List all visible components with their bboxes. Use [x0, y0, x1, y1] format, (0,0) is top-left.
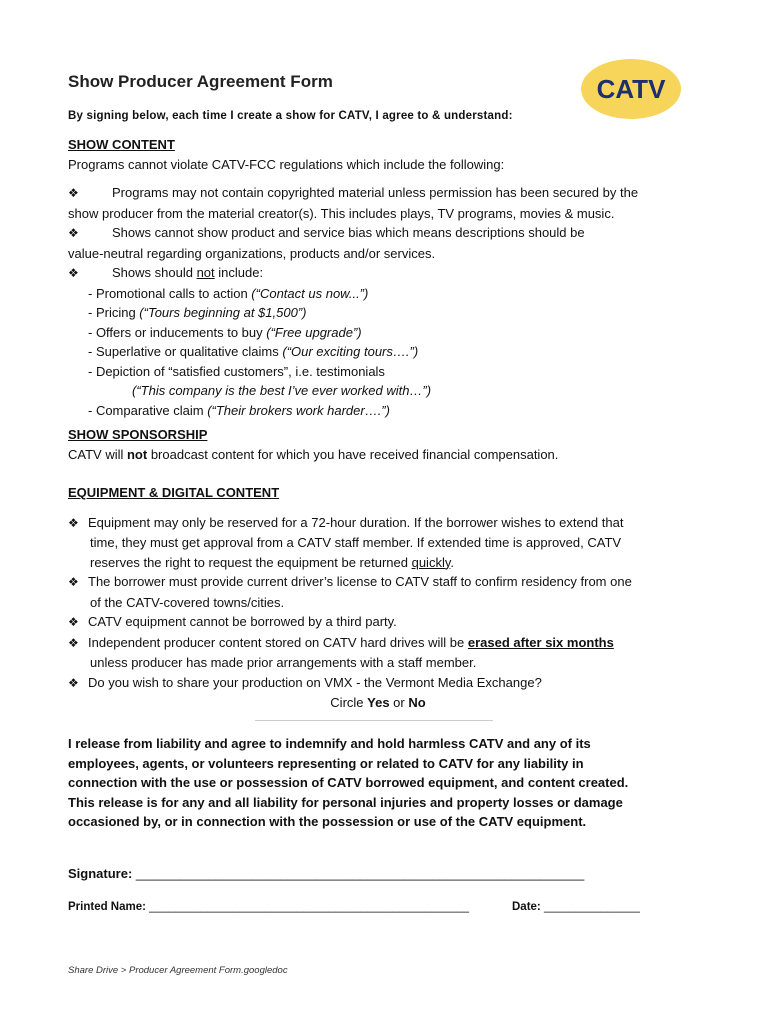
no-option: No	[408, 695, 426, 710]
date-line: _______________	[543, 901, 640, 913]
liability-release: I release from liability and agree to indemnify and hold harmless CATV and any of its employees, agents, or volunteers representing or related to CATV for any liability in connection with the use or possession of CATV borrowed equipment, and content created. This release is for any and all liability for personal injuries and property losses or damage occasioned by, or in connection with the possession or use of the CATV equipment.	[68, 736, 629, 829]
bullet-bias-cont: value-neutral regarding organizations, products and/or services.	[68, 245, 436, 261]
exclusion-item: - Offers or inducements to buy (“Free upgrade”)	[88, 324, 362, 340]
equipment-bullet-license: ❖ The borrower must provide current driver’s license to CATV staff to confirm residency from one	[68, 572, 688, 593]
sponsorship-text: CATV will not broadcast content for which you have received financial compensation.	[68, 446, 559, 462]
signature-line: ______________________________________________________________	[135, 866, 585, 881]
show-content-section	[68, 135, 688, 420]
show-content-lead: Programs cannot violate CATV-FCC regulations which include the following:	[68, 156, 505, 172]
printed-name-label: Printed Name:	[68, 901, 146, 913]
signature-label: Signature:	[68, 866, 133, 881]
equipment-bullet-duration: ❖ Equipment may only be reserved for a 72-hour duration. If the borrower wishes to extend that	[68, 513, 688, 534]
diamond-bullet-icon: ❖	[68, 635, 79, 650]
sponsorship-section	[68, 425, 688, 464]
diamond-bullet-icon: ❖	[68, 575, 79, 589]
diamond-bullet-icon: ❖	[68, 226, 79, 240]
diamond-bullet-icon: ❖	[68, 515, 79, 530]
exclusion-item: - Promotional calls to action (“Contact us now...”)	[88, 285, 369, 301]
logo-text: CATV	[596, 74, 666, 104]
testimonial-example: (“This company is the best I’ve ever worked with…”)	[132, 383, 432, 398]
diamond-bullet-icon: ❖	[68, 266, 79, 280]
show-content-heading: SHOW CONTENT	[68, 137, 175, 152]
equipment-heading: EQUIPMENT & DIGITAL CONTENT	[68, 485, 280, 500]
bullet-copyright-cont: show producer from the material creator(s). This includes plays, TV programs, movies & music.	[68, 205, 615, 221]
equipment-section: EQUIPMENT & DIGITAL CONTENT ❖ Equipment may only be reserved for a 72-hour duration. If the borrower wishes to extend that time, they must get approval from a CATV staff member. If extended time is approved, CATV reserves the right to request the equipment be returned quickly. ❖ The borrower must provide current driver’s license to CATV staff to confirm residency from one of the CATV-covered towns/cities. ❖ CATV equipment cannot be borrowed by a third party. ❖ Independent producer content stored on CATV hard drives will be erased after six months unless producer has made prior arrangements with a staff member. ❖ Do you wish to share your production on VMX - the Vermont Media Exchange? Circle Yes or No	[68, 483, 688, 713]
diamond-bullet-icon: ❖	[68, 615, 79, 629]
bullet-not-include: ❖ Shows should not include:	[68, 263, 688, 284]
equipment-bullet-vmx: ❖ Do you wish to share your production on VMX - the Vermont Media Exchange?	[68, 673, 688, 694]
yes-option: Yes	[367, 695, 390, 710]
exclusion-item: - Comparative claim (“Their brokers work harder….”)	[88, 402, 390, 418]
signature-row[interactable]	[68, 866, 584, 881]
bullet-bias: ❖ Shows cannot show product and service bias which means descriptions should be	[68, 223, 688, 244]
page-title: Show Producer Agreement Form	[68, 72, 333, 91]
exclusion-item: - Depiction of “satisfied customers”, i.e. testimonials	[88, 363, 385, 379]
printed-name-line: __________________________________________________	[149, 901, 469, 913]
equipment-bullet-erase: ❖ Independent producer content stored on CATV hard drives will be erased after six months	[68, 633, 688, 654]
circle-yes-no: Circle Yes or No	[330, 695, 426, 710]
diamond-bullet-icon: ❖	[68, 186, 79, 200]
exclusion-item: - Pricing (“Tours beginning at $1,500”)	[88, 305, 307, 320]
footer-path: Share Drive > Producer Agreement Form.googledoc	[68, 965, 288, 976]
date-label: Date:	[512, 901, 541, 913]
catv-logo	[580, 58, 682, 120]
divider	[255, 720, 493, 721]
date-row[interactable]	[512, 901, 640, 913]
diamond-bullet-icon: ❖	[68, 675, 79, 690]
sponsorship-heading: SHOW SPONSORSHIP	[68, 427, 208, 442]
equipment-bullet-third-party: ❖ CATV equipment cannot be borrowed by a third party.	[68, 612, 688, 633]
intro-statement: By signing below, each time I create a show for CATV, I agree to & understand:	[68, 110, 513, 122]
bullet-copyright: ❖ Programs may not contain copyrighted material unless permission has been secured by the	[68, 183, 688, 204]
exclusion-item: - Superlative or qualitative claims (“Our exciting tours….”)	[88, 344, 419, 359]
